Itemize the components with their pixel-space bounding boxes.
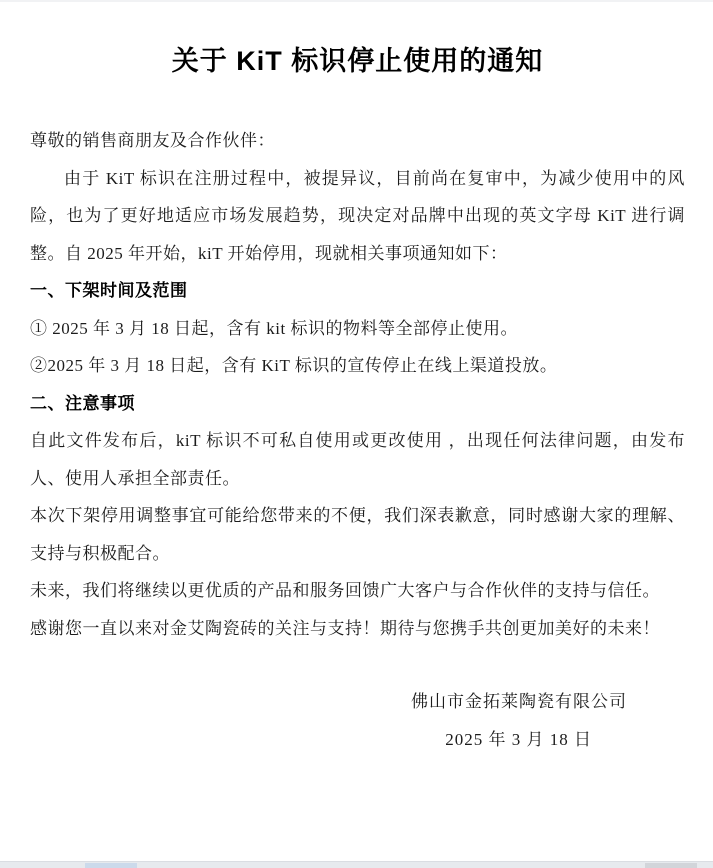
section1-item-1: ① 2025 年 3 月 18 日起，含有 kit 标识的物料等全部停止使用。 bbox=[30, 318, 518, 338]
section2-paragraph-4: 感谢您一直以来对金艾陶瓷砖的关注与支持！期待与您携手共创更加美好的未来！ bbox=[30, 618, 660, 638]
section2-paragraph-3: 未来，我们将继续以更优质的产品和服务回馈广大客户与合作伙伴的支持与信任。 bbox=[30, 581, 660, 600]
scrollbar-thumb[interactable] bbox=[645, 863, 697, 868]
signature-date: 2025 年 3 月 18 日 bbox=[445, 729, 592, 749]
signature-block bbox=[30, 683, 685, 758]
document-content bbox=[0, 42, 713, 758]
section2-paragraph-1: 自此文件发布后，kiT 标识不可私自使用或更改使用 ，出现任何法律问题，由发布人、使用人承担全部责任。 bbox=[30, 431, 685, 488]
horizontal-scrollbar[interactable] bbox=[0, 861, 713, 868]
section2-paragraph-2: 本次下架停用调整事宜可能给您带来的不便，我们深表歉意，同时感谢大家的理解、支持与积极配合。 bbox=[30, 506, 685, 563]
intro-paragraph: 由于 KiT 标识在注册过程中，被提异议，目前尚在复审中，为减少使用中的风险，也为了更好地适应市场发展趋势，现决定对品牌中出现的英文字母 KiT 进行调整。自 2025 年开始，kiT 开始停用，现就相关事项通知如下： bbox=[30, 168, 685, 263]
greeting-line: 尊敬的销售商朋友及合作伙伴： bbox=[30, 131, 275, 150]
section1-heading: 一、下架时间及范围 bbox=[30, 281, 188, 300]
section2-heading: 二、注意事项 bbox=[30, 393, 135, 413]
document-title: 关于 KiT 标识停止使用的通知 bbox=[171, 46, 544, 76]
scrollbar-blue-segment[interactable] bbox=[85, 863, 137, 868]
section1-item-2: ②2025 年 3 月 18 日起，含有 KiT 标识的宣传停止在线上渠道投放。 bbox=[30, 356, 558, 375]
signature-company: 佛山市金拓莱陶瓷有限公司 bbox=[411, 692, 627, 711]
